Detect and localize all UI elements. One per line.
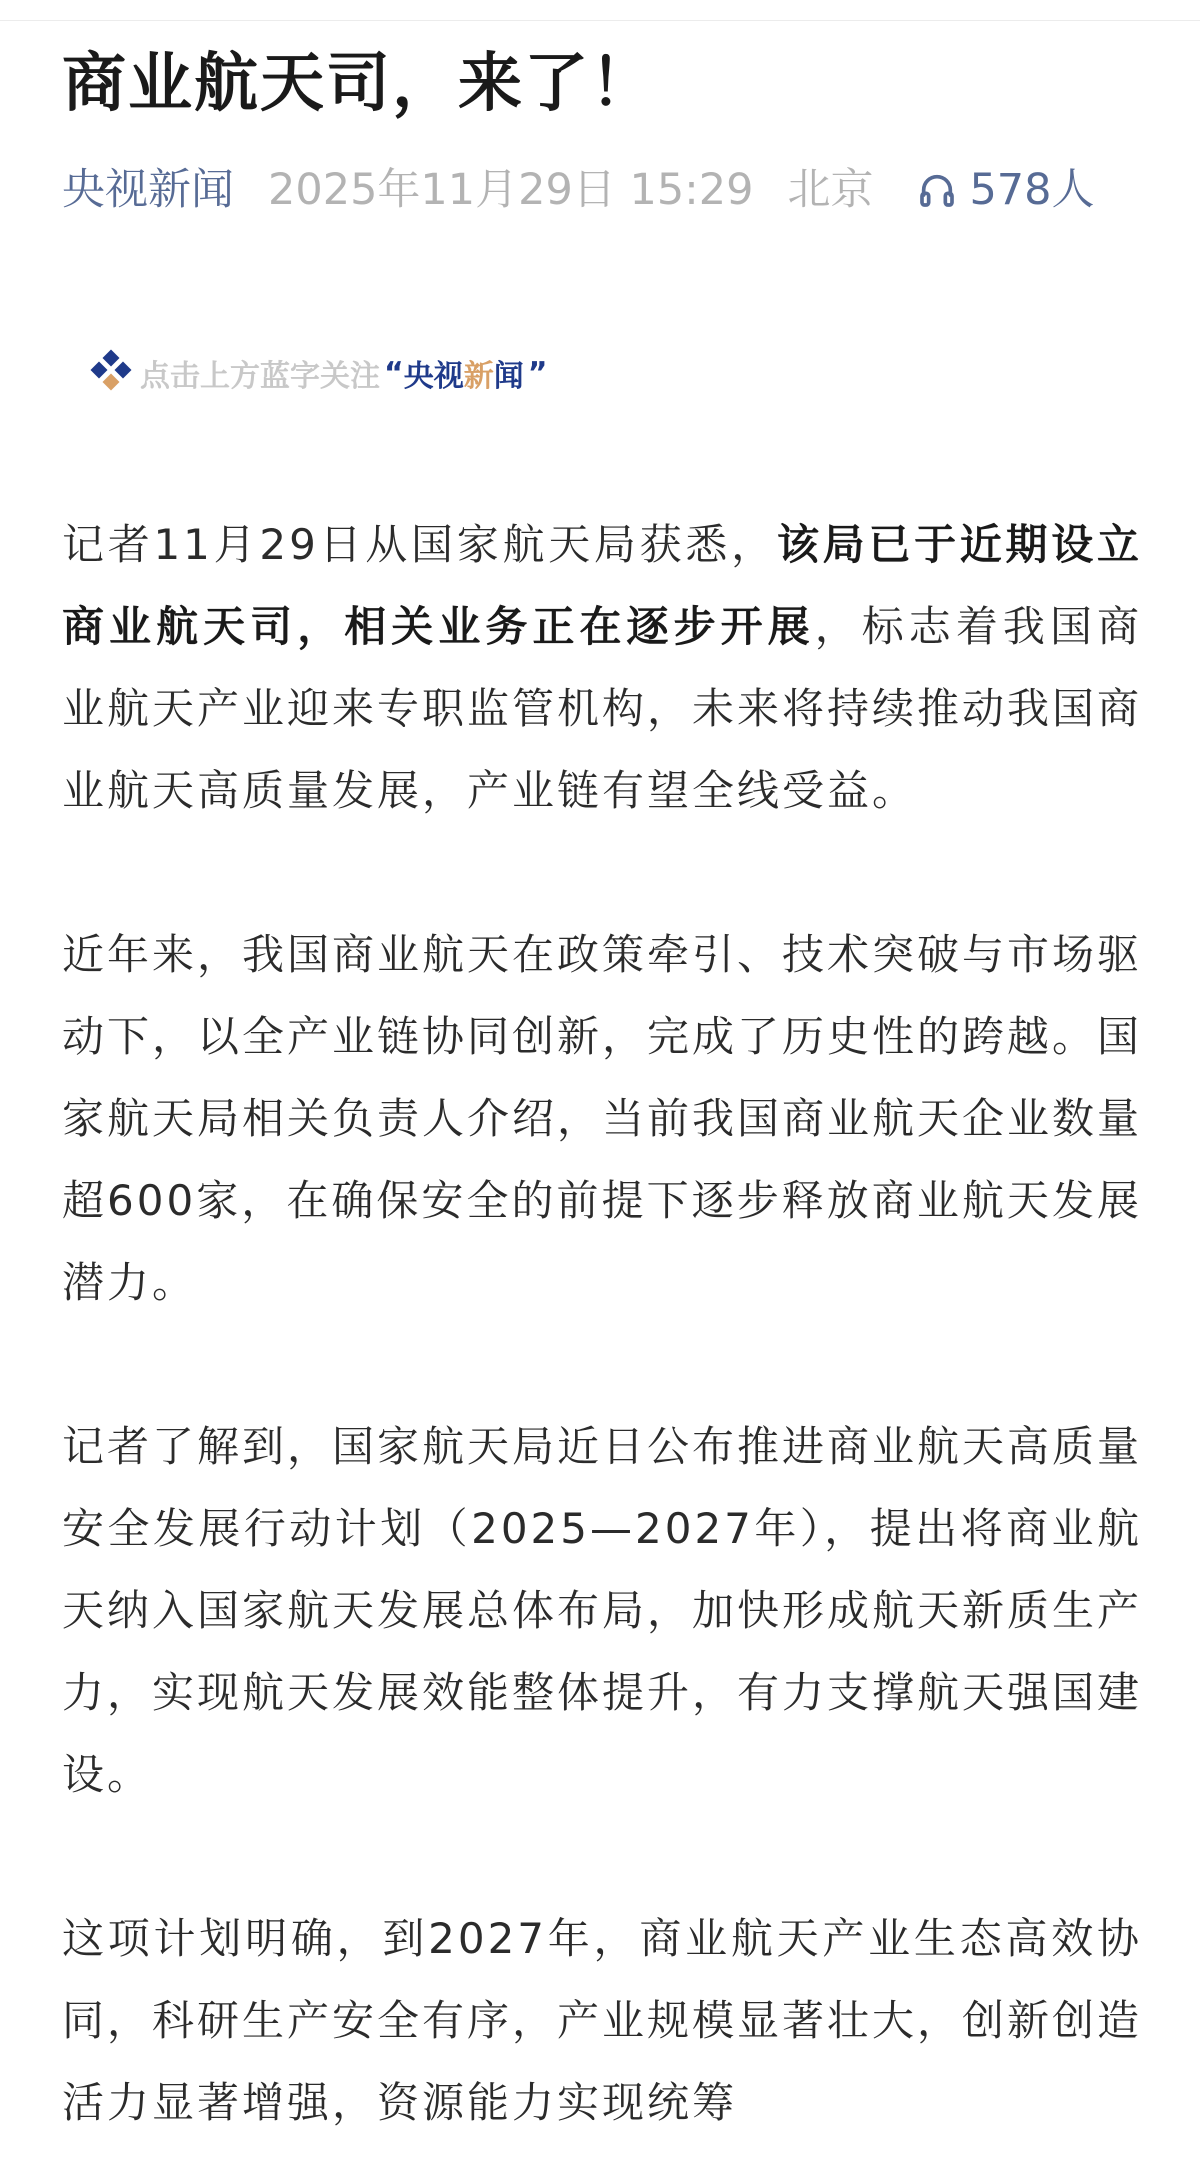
quote-close: ” [527,355,548,391]
listen-count: 578人 [969,165,1095,215]
account-name-part: 闻 [493,359,524,394]
paragraph-bold-text: 该局已于近期设立商业航天司，相关业务正在逐步开展 [62,520,1142,651]
article-paragraph: 这项计划明确，到2027年，商业航天产业生态高效协同，科研生产安全有序，产业规模显著壮大，创新创造活力显著增强，资源能力实现统筹 [62,1914,1143,2127]
follow-banner[interactable] [88,348,1142,398]
article-title: 商业航天司，来了！ [62,47,656,121]
cctv-news-logo [88,349,136,397]
paragraph-text: 记者11月29日从国家航天局获悉， [62,520,777,569]
headphones-icon [917,170,957,210]
account-name-part: 新 [463,359,494,394]
article-meta [62,160,1142,220]
article [62,20,1142,2144]
article-paragraph [62,504,1142,832]
listen-button[interactable] [917,160,1094,220]
publish-date: 2025年11月29日 15:29 [268,165,754,215]
source-link[interactable]: 央视新闻 [62,165,234,215]
article-paragraph: 记者了解到，国家航天局近日公布推进商业航天高质量安全发展行动计划（2025—2027年），提出将商业航天纳入国家航天发展总体布局，加快形成航天新质生产力，实现航天发展效能整体提升，有力支撑航天强国建设。 [62,1422,1143,1799]
paragraph-text: ，标志着我国商业航天产业迎来专职监管机构，未来将持续推动我国商业航天高质量发展，产业链有望全线受益。 [62,602,1143,815]
article-paragraph: 近年来，我国商业航天在政策牵引、技术突破与市场驱动下，以全产业链协同创新，完成了历史性的跨越。国家航天局相关负责人介绍，当前我国商业航天企业数量超600家，在确保安全的前提下逐步释放商业航天发展潜力。 [62,930,1143,1307]
account-name-part: 央视 [403,359,464,394]
top-divider [0,0,1200,21]
quote-open: “ [384,355,404,391]
follow-hint: 点击上方蓝字关注 [140,359,380,394]
publish-location: 北京 [787,165,874,215]
